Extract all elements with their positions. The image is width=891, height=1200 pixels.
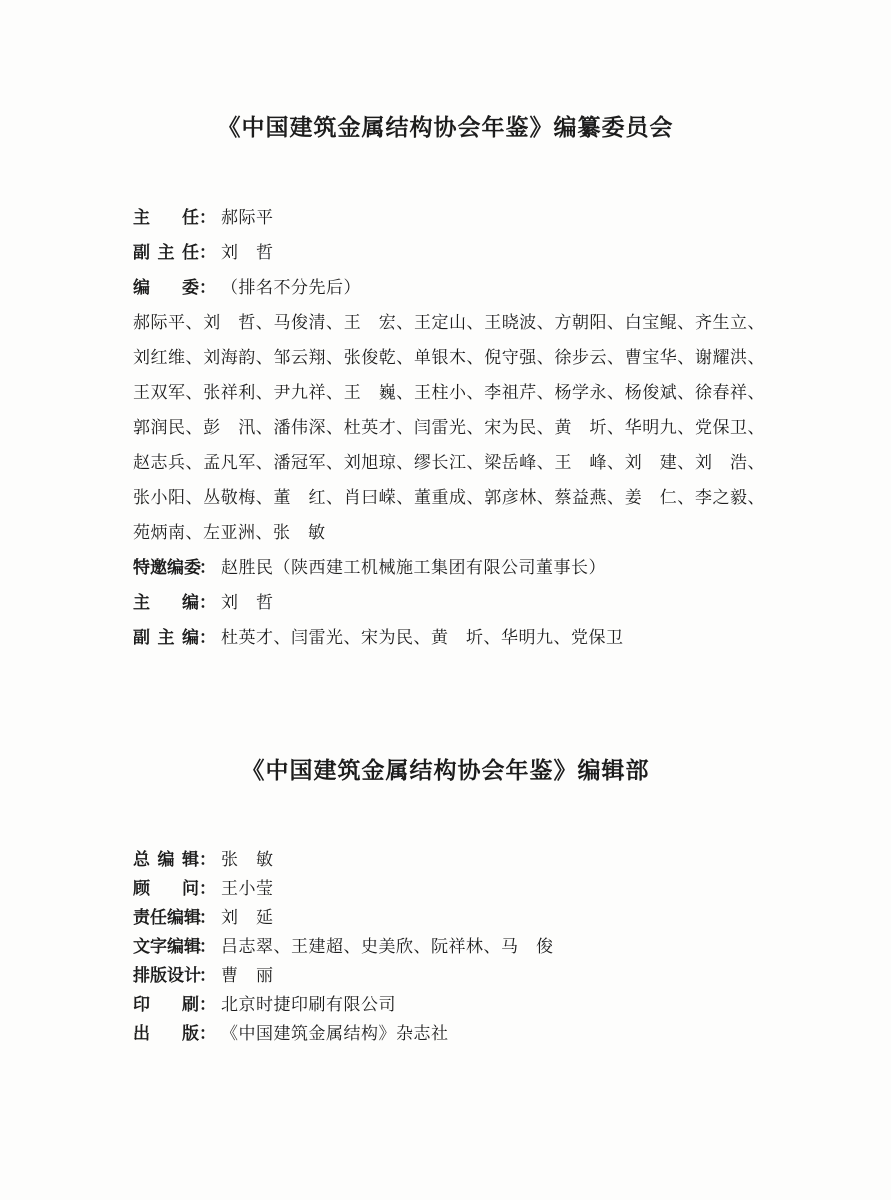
member-name-text: 左亚洲 xyxy=(203,523,256,542)
member-name-text: 杨俊斌 xyxy=(624,383,678,402)
member-name-text: 杨学永 xyxy=(554,383,607,402)
member-name xyxy=(414,413,484,437)
member-name xyxy=(555,378,625,402)
member-name xyxy=(344,483,414,507)
role-value: 王小莹 xyxy=(221,879,274,898)
member-name-text: 单银木 xyxy=(414,348,467,367)
role-label: 编委 xyxy=(133,278,199,297)
member-name xyxy=(414,448,484,472)
member-name xyxy=(625,343,695,367)
committee-title: 《中国建筑金属结构协会年鉴》编纂委员会 xyxy=(217,114,674,140)
role-label: 主编 xyxy=(133,593,199,612)
member-line xyxy=(133,518,765,542)
role-value: 张 敏 xyxy=(221,850,274,869)
member-name-text: 姜 仁 xyxy=(624,488,678,507)
member-name-text: 张 敏 xyxy=(273,523,326,542)
name-separator: 、 xyxy=(396,453,414,472)
member-name-text: 刘 哲 xyxy=(203,313,256,332)
member-name xyxy=(274,483,344,507)
member-name-text: 刘 浩 xyxy=(695,453,748,472)
member-name-text: 倪守强 xyxy=(484,348,537,367)
name-separator: 、 xyxy=(466,418,484,437)
role-label: 排版设计 xyxy=(133,966,201,985)
member-name-text: 徐春祥 xyxy=(695,383,748,402)
role-label: 印刷 xyxy=(133,995,199,1014)
role-row xyxy=(133,588,765,612)
name-separator: 、 xyxy=(326,313,344,332)
member-name-text: 王 巍 xyxy=(343,383,397,402)
member-name xyxy=(555,483,625,507)
member-name-text: 董 红 xyxy=(273,488,326,507)
label-colon: ： xyxy=(199,879,216,898)
member-name xyxy=(133,378,203,402)
name-separator: 、 xyxy=(607,348,625,367)
role-row xyxy=(133,553,765,577)
member-name xyxy=(203,378,273,402)
name-separator: 、 xyxy=(255,523,273,542)
member-name xyxy=(274,413,344,437)
member-name-text: 彭 汛 xyxy=(203,418,256,437)
name-separator: 、 xyxy=(185,488,203,507)
role-label: 副主任 xyxy=(133,243,199,262)
member-name-text: 肖曰嵘 xyxy=(343,488,397,507)
role-row xyxy=(133,845,765,867)
member-name xyxy=(344,413,414,437)
name-separator: 、 xyxy=(255,488,274,507)
member-name-text: 缪长江 xyxy=(414,453,467,472)
member-name-text: 苑炳南 xyxy=(133,523,186,542)
member-name xyxy=(484,343,554,367)
member-name-text: 黄 圻 xyxy=(554,418,607,437)
role-label: 特邀编委 xyxy=(133,558,201,577)
label-colon: ： xyxy=(199,937,216,956)
member-name xyxy=(625,413,695,437)
name-separator: 、 xyxy=(326,418,344,437)
committee-rows-bottom xyxy=(133,553,765,647)
member-line xyxy=(133,413,765,437)
member-name-text: 尹九祥 xyxy=(273,383,326,402)
name-separator: 、 xyxy=(466,383,484,402)
label-colon: ： xyxy=(199,593,216,612)
name-separator: 、 xyxy=(185,453,203,472)
role-row xyxy=(133,238,765,262)
member-name xyxy=(274,308,344,332)
name-separator: 、 xyxy=(326,348,344,367)
member-name xyxy=(484,413,554,437)
name-separator: 、 xyxy=(326,488,344,507)
role-value: 刘 哲 xyxy=(221,243,274,262)
member-name xyxy=(414,343,484,367)
name-separator: 、 xyxy=(677,313,695,332)
committee-member-list xyxy=(133,308,765,542)
member-name xyxy=(625,308,695,332)
member-name-text: 董重成 xyxy=(414,488,467,507)
member-line xyxy=(133,448,765,472)
role-value: 郝际平 xyxy=(221,208,274,227)
role-label: 顾问 xyxy=(133,879,199,898)
member-name xyxy=(625,448,695,472)
member-name xyxy=(414,378,484,402)
member-name-text: 华明九 xyxy=(624,418,678,437)
role-row xyxy=(133,990,765,1012)
committee-block xyxy=(133,203,765,658)
label-colon: ： xyxy=(199,628,216,647)
name-separator: 、 xyxy=(466,313,484,332)
label-colon: ： xyxy=(199,1024,216,1043)
member-name-text: 李祖芹 xyxy=(484,383,537,402)
role-value: 吕志翠、王建超、史美欣、阮祥林、马 俊 xyxy=(221,937,554,956)
member-name xyxy=(274,378,344,402)
member-name xyxy=(695,378,765,402)
name-separator: 、 xyxy=(677,453,695,472)
member-name xyxy=(625,378,695,402)
member-name-text: 李之毅 xyxy=(695,488,748,507)
label-colon: ： xyxy=(199,908,216,927)
name-separator: 、 xyxy=(326,383,344,402)
member-name xyxy=(133,448,203,472)
name-separator: 、 xyxy=(607,418,625,437)
committee-rows-top xyxy=(133,203,765,297)
member-name-text: 梁岳峰 xyxy=(484,453,537,472)
role-row xyxy=(133,273,765,297)
role-row xyxy=(133,903,765,925)
name-separator: 、 xyxy=(536,418,555,437)
role-label: 副主编 xyxy=(133,628,199,647)
member-name-text: 马俊清 xyxy=(273,313,326,332)
member-name-text: 王柱小 xyxy=(414,383,467,402)
editorial-rows xyxy=(133,845,765,1041)
member-name xyxy=(344,448,414,472)
name-separator: 、 xyxy=(747,348,765,367)
role-value: 曹 丽 xyxy=(221,966,274,985)
name-separator: 、 xyxy=(396,348,414,367)
role-label: 文字编辑 xyxy=(133,937,201,956)
name-separator: 、 xyxy=(536,348,555,367)
member-name xyxy=(203,518,273,542)
label-colon: ： xyxy=(199,558,216,577)
role-label: 主任 xyxy=(133,208,199,227)
member-name xyxy=(133,343,203,367)
member-line xyxy=(133,483,765,507)
name-separator: 、 xyxy=(607,313,625,332)
member-name-text: 杜英才 xyxy=(343,418,397,437)
name-separator: 、 xyxy=(185,383,203,402)
name-separator: 、 xyxy=(536,488,555,507)
role-value: 刘 延 xyxy=(221,908,274,927)
role-value: 《中国建筑金属结构》杂志社 xyxy=(221,1024,449,1043)
name-separator: 、 xyxy=(326,453,344,472)
member-name xyxy=(203,483,273,507)
role-row xyxy=(133,203,765,227)
member-name-text: 方朝阳 xyxy=(554,313,607,332)
name-separator: 、 xyxy=(255,453,274,472)
member-name-text: 齐生立 xyxy=(695,313,748,332)
name-separator: 、 xyxy=(677,418,695,437)
role-label: 总编辑 xyxy=(133,850,199,869)
role-value: 杜英才、闫雷光、宋为民、黄 圻、华明九、党保卫 xyxy=(221,628,624,647)
name-separator: 、 xyxy=(677,488,695,507)
name-separator: 、 xyxy=(396,383,414,402)
name-separator: 、 xyxy=(466,453,484,472)
name-separator: 、 xyxy=(747,313,765,332)
role-row xyxy=(133,961,765,983)
member-line xyxy=(133,378,765,402)
name-separator: 、 xyxy=(255,418,274,437)
member-name-text: 党保卫 xyxy=(695,418,748,437)
name-separator: 、 xyxy=(255,313,274,332)
member-name-text: 张祥利 xyxy=(203,383,256,402)
member-name-text: 王 峰 xyxy=(554,453,607,472)
name-separator: 、 xyxy=(255,383,274,402)
member-name xyxy=(203,448,273,472)
member-name-text: 王定山 xyxy=(414,313,467,332)
name-separator: 、 xyxy=(185,418,203,437)
member-name-text: 宋为民 xyxy=(484,418,537,437)
member-name xyxy=(203,413,273,437)
member-name xyxy=(133,413,203,437)
member-name-text: 曹宝华 xyxy=(624,348,678,367)
role-label: 责任编辑 xyxy=(133,908,201,927)
name-separator: 、 xyxy=(677,383,695,402)
label-colon: ： xyxy=(199,850,216,869)
member-name-text: 潘冠军 xyxy=(273,453,326,472)
role-value: （排名不分先后） xyxy=(221,278,361,297)
name-separator: 、 xyxy=(536,453,555,472)
member-name-text: 闫雷光 xyxy=(414,418,467,437)
member-name xyxy=(133,308,203,332)
member-name xyxy=(203,343,273,367)
member-name xyxy=(695,448,765,472)
role-value: 北京时捷印刷有限公司 xyxy=(221,995,396,1014)
name-separator: 、 xyxy=(185,523,203,542)
name-separator: 、 xyxy=(396,313,414,332)
member-name-text: 赵志兵 xyxy=(133,453,186,472)
editorial-title: 《中国建筑金属结构协会年鉴》编辑部 xyxy=(241,757,650,783)
member-line xyxy=(133,343,765,367)
member-name xyxy=(274,448,344,472)
member-name-text: 蔡益燕 xyxy=(554,488,607,507)
member-name xyxy=(555,413,625,437)
member-name xyxy=(695,413,765,437)
member-name-text: 丛敬梅 xyxy=(203,488,256,507)
name-separator: 、 xyxy=(255,348,274,367)
name-separator: 、 xyxy=(607,383,625,402)
member-name-text: 王 宏 xyxy=(343,313,397,332)
member-name xyxy=(484,378,554,402)
member-name-text: 张小阳 xyxy=(133,488,186,507)
role-row xyxy=(133,1019,765,1041)
member-name xyxy=(273,518,326,542)
member-name xyxy=(484,483,554,507)
member-name xyxy=(414,308,484,332)
member-name-text: 郭润民 xyxy=(133,418,186,437)
name-separator: 、 xyxy=(536,313,555,332)
member-line xyxy=(133,308,765,332)
member-name-text: 刘旭琼 xyxy=(343,453,397,472)
member-name xyxy=(555,343,625,367)
name-separator: 、 xyxy=(747,453,765,472)
member-name xyxy=(695,308,765,332)
member-name-text: 王晓波 xyxy=(484,313,537,332)
label-colon: ： xyxy=(199,208,216,227)
member-name-text: 白宝鲲 xyxy=(624,313,678,332)
member-name xyxy=(133,518,203,542)
name-separator: 、 xyxy=(466,348,484,367)
member-name xyxy=(484,448,554,472)
member-name-text: 王双军 xyxy=(133,383,186,402)
member-name xyxy=(344,343,414,367)
member-name xyxy=(133,483,203,507)
editorial-block xyxy=(133,845,765,1048)
name-separator: 、 xyxy=(396,418,414,437)
name-separator: 、 xyxy=(607,453,625,472)
label-colon: ： xyxy=(199,966,216,985)
member-name xyxy=(414,483,484,507)
member-name xyxy=(625,483,695,507)
name-separator: 、 xyxy=(607,488,625,507)
role-label: 出版 xyxy=(133,1024,199,1043)
member-name-text: 郝际平 xyxy=(133,313,186,332)
member-name xyxy=(695,483,765,507)
name-separator: 、 xyxy=(466,488,484,507)
label-colon: ： xyxy=(199,278,216,297)
label-colon: ： xyxy=(199,243,216,262)
member-name xyxy=(555,308,625,332)
member-name-text: 张俊乾 xyxy=(343,348,397,367)
member-name xyxy=(555,448,625,472)
name-separator: 、 xyxy=(747,488,765,507)
member-name xyxy=(695,343,765,367)
name-separator: 、 xyxy=(185,313,203,332)
name-separator: 、 xyxy=(677,348,695,367)
role-row xyxy=(133,623,765,647)
name-separator: 、 xyxy=(185,348,203,367)
member-name-text: 徐步云 xyxy=(554,348,607,367)
role-value: 刘 哲 xyxy=(221,593,274,612)
role-row xyxy=(133,932,765,954)
label-colon: ： xyxy=(199,995,216,1014)
member-name xyxy=(344,308,414,332)
member-name xyxy=(274,343,344,367)
member-name-text: 谢耀洪 xyxy=(695,348,748,367)
name-separator: 、 xyxy=(747,383,765,402)
member-name-text: 孟凡军 xyxy=(203,453,256,472)
member-name xyxy=(203,308,273,332)
member-name-text: 刘海韵 xyxy=(203,348,256,367)
member-name-text: 刘 建 xyxy=(624,453,678,472)
member-name-text: 潘伟深 xyxy=(273,418,326,437)
role-value: 赵胜民（陕西建工机械施工集团有限公司董事长） xyxy=(221,558,606,577)
name-separator: 、 xyxy=(747,418,765,437)
member-name-text: 郭彦林 xyxy=(484,488,537,507)
name-separator: 、 xyxy=(536,383,555,402)
member-name-text: 刘红维 xyxy=(133,348,186,367)
member-name xyxy=(484,308,554,332)
member-name-text: 邹云翔 xyxy=(273,348,326,367)
role-row xyxy=(133,874,765,896)
member-name xyxy=(344,378,414,402)
name-separator: 、 xyxy=(396,488,414,507)
